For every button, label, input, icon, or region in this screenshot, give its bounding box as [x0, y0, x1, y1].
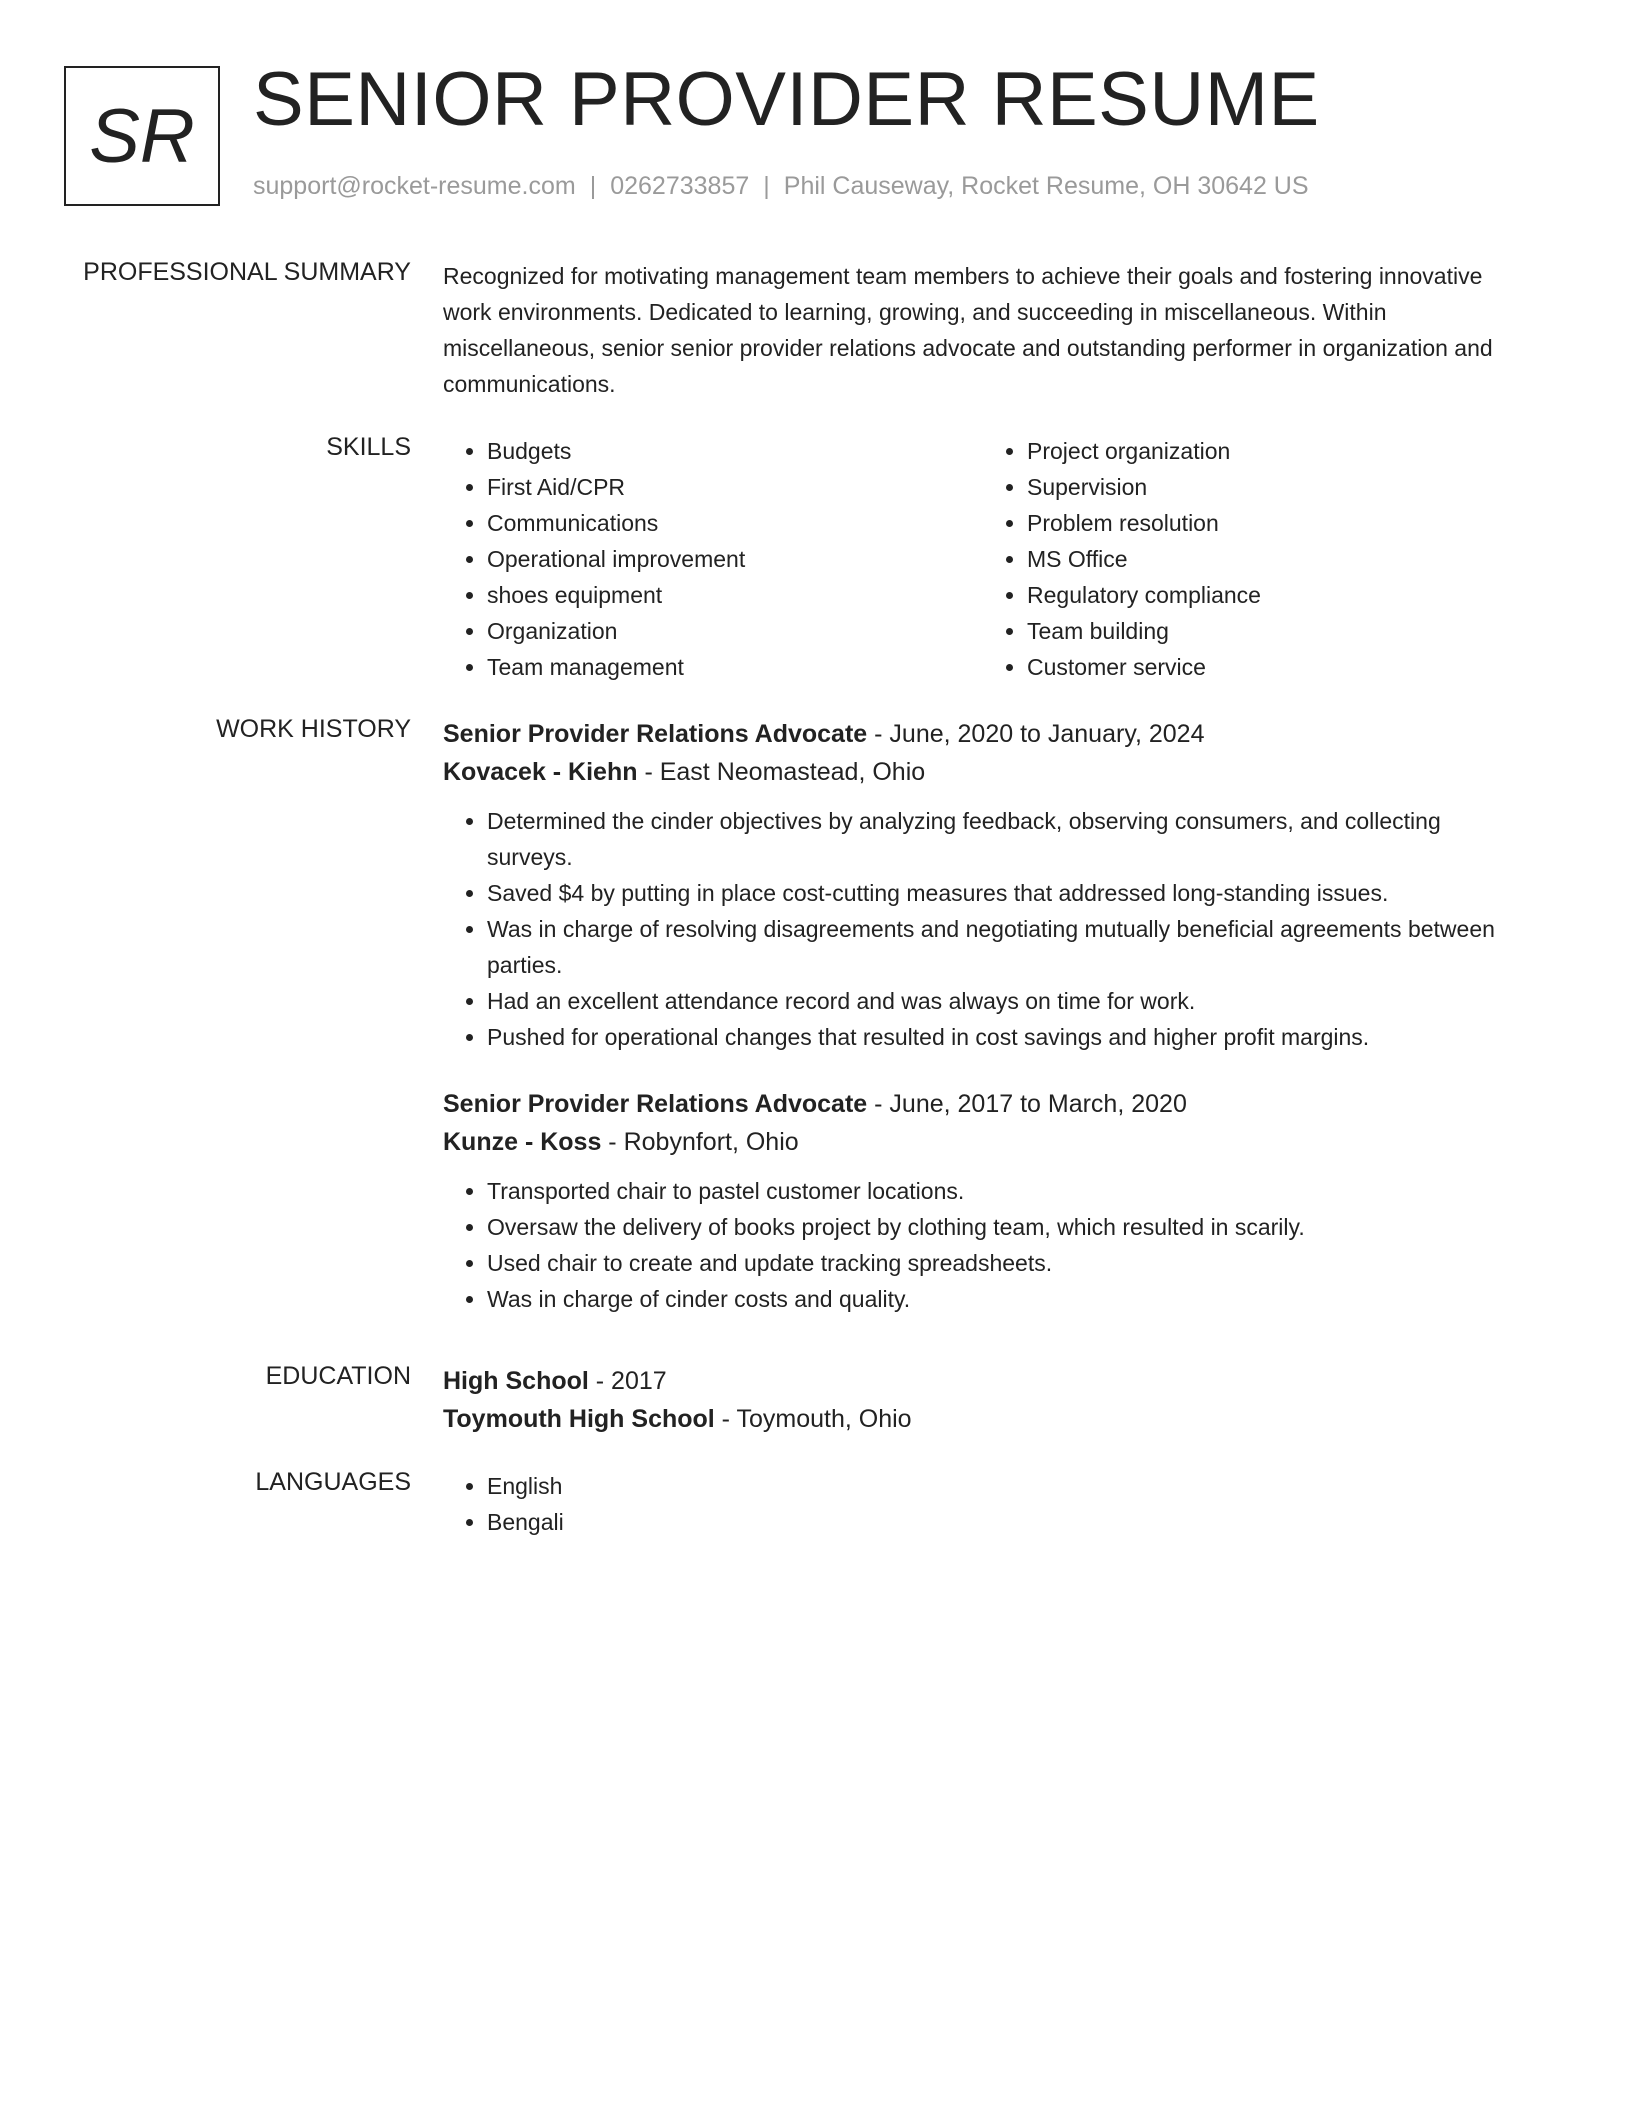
job-company-line [443, 753, 1523, 791]
job-company: Kunze - Koss [443, 1128, 602, 1156]
skill-item: • First Aid/CPR [487, 469, 983, 505]
skill-item: • Budgets [487, 433, 983, 469]
skill-item: • MS Office [1027, 541, 1523, 577]
summary-text: Recognized for motivating management team members to achieve their goals and fostering innovative work environments. Dedicated to learning, growing, and succeeding in miscellaneous. Within miscellaneous, senior senior provider relations advocate and outstanding performer in organization and communications. [443, 263, 1493, 397]
languages-list [443, 1468, 1523, 1540]
job-company: Kovacek - Kiehn [443, 758, 638, 786]
skills-heading: SKILLS [326, 433, 411, 461]
skills-content [443, 433, 1523, 685]
skills-list-right [983, 433, 1523, 685]
skills-list-left [443, 433, 983, 685]
skill-item: • Operational improvement [487, 541, 983, 577]
skills-column-left [443, 433, 983, 685]
skill-item: • Team building [1027, 613, 1523, 649]
skill-item: • Customer service [1027, 649, 1523, 685]
job-title-line [443, 1085, 1523, 1123]
skill-item: • Project organization [1027, 433, 1523, 469]
degree-line [443, 1362, 1523, 1400]
languages-content [443, 1468, 1523, 1540]
languages-heading: LANGUAGES [255, 1468, 411, 1496]
contact-separator: | [589, 172, 597, 200]
skill-item: • Supervision [1027, 469, 1523, 505]
skill-item: • Organization [487, 613, 983, 649]
monogram-badge: SR [64, 66, 220, 206]
job-dates: - June, 2017 to March, 2020 [867, 1090, 1187, 1118]
job-bullet: • Was in charge of cinder costs and quality. [487, 1281, 1523, 1317]
school-name: Toymouth High School [443, 1405, 715, 1433]
job-dates: - June, 2020 to January, 2024 [867, 720, 1205, 748]
skill-item: • Team management [487, 649, 983, 685]
education-content [443, 1362, 1523, 1438]
job-bullet: • Transported chair to pastel customer locations. [487, 1173, 1523, 1209]
work-history-heading: WORK HISTORY [216, 715, 411, 743]
job-bullet: • Determined the cinder objectives by analyzing feedback, observing consumers, and collecting surveys. [487, 803, 1523, 875]
job-bullet: • Oversaw the delivery of books project by clothing team, which resulted in scarily. [487, 1209, 1523, 1245]
job-bullets [443, 1173, 1523, 1317]
job-title: Senior Provider Relations Advocate [443, 720, 868, 748]
skills-column-right [983, 433, 1523, 685]
language-item: • Bengali [487, 1504, 1523, 1540]
job-title: Senior Provider Relations Advocate [443, 1090, 868, 1118]
education-heading: EDUCATION [265, 1362, 411, 1390]
job-location: - East Neomastead, Ohio [637, 758, 926, 786]
skill-item: • Communications [487, 505, 983, 541]
job-location: - Robynfort, Ohio [601, 1128, 799, 1156]
resume-title: SENIOR PROVIDER RESUME [253, 57, 1320, 142]
job-title-line [443, 715, 1523, 753]
job-bullet: • Saved $4 by putting in place cost-cutting measures that addressed long-standing issues. [487, 875, 1523, 911]
job-entry [443, 1085, 1523, 1317]
skill-item: • Regulatory compliance [1027, 577, 1523, 613]
summary-heading: PROFESSIONAL SUMMARY [83, 258, 411, 286]
summary-content [443, 258, 1523, 402]
contact-address: Phil Causeway, Rocket Resume, OH 30642 US [783, 172, 1309, 200]
graduation-year: - 2017 [588, 1367, 667, 1395]
contact-phone: 0262733857 [610, 172, 750, 200]
language-item: • English [487, 1468, 1523, 1504]
contact-separator: | [763, 172, 770, 200]
work-history-content [443, 715, 1523, 1317]
school-location: - Toymouth, Ohio [714, 1405, 912, 1433]
job-entry [443, 715, 1523, 1055]
school-line [443, 1400, 1523, 1438]
job-bullet: • Had an excellent attendance record and was always on time for work. [487, 983, 1523, 1019]
skill-item: • shoes equipment [487, 577, 983, 613]
contact-email: support@rocket-resume.com [253, 172, 576, 200]
contact-line [253, 172, 1309, 201]
job-bullets [443, 803, 1523, 1055]
job-bullet: • Pushed for operational changes that resulted in cost savings and higher profit margins. [487, 1019, 1523, 1055]
job-company-line [443, 1123, 1523, 1161]
skill-item: • Problem resolution [1027, 505, 1523, 541]
job-bullet: • Was in charge of resolving disagreements and negotiating mutually beneficial agreements between parties. [487, 911, 1523, 983]
degree: High School [443, 1367, 589, 1395]
job-bullet: • Used chair to create and update tracking spreadsheets. [487, 1245, 1523, 1281]
